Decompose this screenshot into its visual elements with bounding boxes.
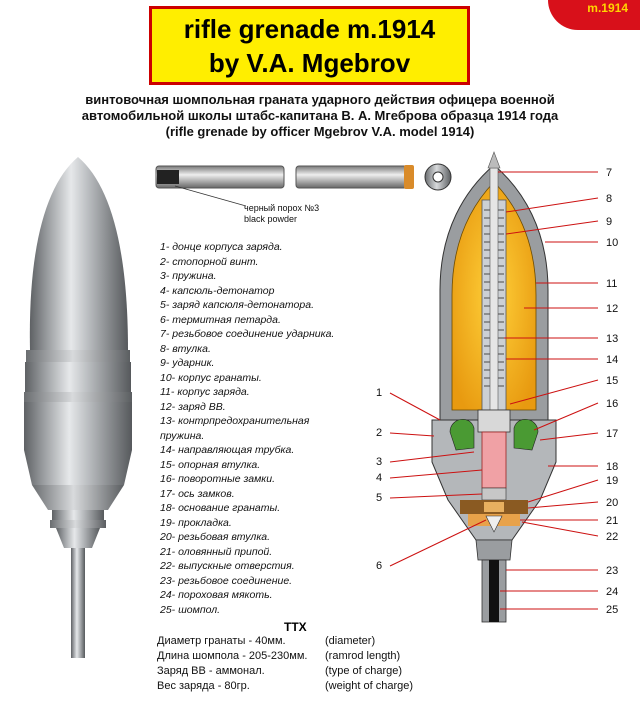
ttx-en: (type of charge) xyxy=(325,665,403,677)
corner-label: m.1914 xyxy=(587,1,628,15)
callout-3: 3 xyxy=(376,456,383,468)
legend-item: 14- направляющая трубка. xyxy=(160,444,295,456)
ttx-en: (ramrod length) xyxy=(325,650,401,662)
left-callout-numbers xyxy=(376,387,382,572)
legend-item: 10- корпус гранаты. xyxy=(160,371,262,384)
ttx-en: (diameter) xyxy=(325,635,376,647)
callout-13: 13 xyxy=(606,333,619,345)
legend-item: 7- резьбовое соединение ударника. xyxy=(160,328,335,340)
callout-19: 19 xyxy=(606,475,619,487)
callout-22: 22 xyxy=(606,531,619,543)
callout-24: 24 xyxy=(606,586,619,598)
subtitle-line: автомобильной школы штабс-капитана В. А. Мгеброва образца 1914 года xyxy=(81,108,559,123)
ramrod-detail xyxy=(156,164,451,206)
callout-5: 5 xyxy=(376,492,383,504)
legend-item: 22- выпускные отверстия. xyxy=(160,560,295,572)
legend-item: 21- оловянный припой. xyxy=(160,545,273,558)
title-line-1: rifle grenade m.1914 xyxy=(183,14,436,44)
ttx-ru: Диаметр гранаты - 40мм. xyxy=(157,635,286,647)
legend-item: 15- опорная втулка. xyxy=(160,458,261,471)
grenade-exterior-view xyxy=(24,157,132,658)
callout-18: 18 xyxy=(606,461,619,473)
ttx-en: (weight of charge) xyxy=(325,680,414,692)
ttx-title: ТТХ xyxy=(284,620,307,634)
subtitle-line: винтовочная шомпольная граната ударного действия офицера военной xyxy=(85,92,555,107)
callout-20: 20 xyxy=(606,497,619,509)
callout-9: 9 xyxy=(606,216,613,228)
callout-15: 15 xyxy=(606,375,619,387)
callout-17: 17 xyxy=(606,428,619,440)
legend-item: 20- резьбовая втулка. xyxy=(160,531,271,543)
callout-10: 10 xyxy=(606,237,619,249)
callout-11: 11 xyxy=(606,278,618,290)
ttx-ru: Длина шомпола - 205-230мм. xyxy=(157,650,308,662)
callout-2: 2 xyxy=(376,427,383,439)
powder-label-ru: черный порох №3 xyxy=(244,203,320,213)
legend-item: 18- основание гранаты. xyxy=(160,502,281,514)
callout-25: 25 xyxy=(606,604,619,616)
powder-label xyxy=(244,203,319,225)
legend-item: 16- поворотные замки. xyxy=(160,473,276,485)
ttx-ru: Вес заряда - 80гр. xyxy=(157,680,250,692)
callout-14: 14 xyxy=(606,354,619,366)
callout-7: 7 xyxy=(606,167,613,179)
callout-4: 4 xyxy=(376,472,383,484)
callout-6: 6 xyxy=(376,560,383,572)
legend-item: 2- стопорной винт. xyxy=(160,255,259,268)
callout-12: 12 xyxy=(606,303,619,315)
callout-23: 23 xyxy=(606,565,619,577)
legend-item: 12- заряд ВВ. xyxy=(160,400,226,413)
callout-1: 1 xyxy=(376,387,383,399)
legend-item: 4- капсюль-детонатор xyxy=(160,284,275,297)
legend-item: 1- донце корпуса заряда. xyxy=(160,241,283,253)
grenade-cross-section xyxy=(432,152,556,622)
legend-item: 13- контрпредохранительная xyxy=(160,415,310,427)
legend-item: 11- корпус заряда. xyxy=(160,386,250,398)
legend-item: 5- заряд капсюля-детонатора. xyxy=(160,299,314,311)
callout-16: 16 xyxy=(606,398,619,410)
legend-item: 17- ось замков. xyxy=(160,487,235,500)
legend-item: 3- пружина. xyxy=(160,270,217,282)
legend-item: 8- втулка. xyxy=(160,342,211,355)
legend-item: 19- прокладка. xyxy=(160,516,232,529)
legend-item: 6- термитная петарда. xyxy=(160,313,281,326)
right-callout-numbers xyxy=(606,167,618,616)
legend-item: 25- шомпол. xyxy=(160,603,221,616)
legend-item: 24- пороховая мякоть. xyxy=(160,589,273,601)
powder-label-en: black powder xyxy=(244,214,298,224)
ttx-ru: Заряд ВВ - аммонал. xyxy=(157,665,265,677)
callout-21: 21 xyxy=(606,515,619,527)
title-line-2: by V.A. Mgebrov xyxy=(208,48,411,78)
callout-8: 8 xyxy=(606,193,613,205)
legend-item: 23- резьбовое соединение. xyxy=(160,574,293,587)
parts-legend xyxy=(160,240,334,617)
legend-item: 9- ударник. xyxy=(160,357,215,369)
legend-item: пружина. xyxy=(160,429,205,442)
subtitle-line: (rifle grenade by officer Mgebrov V.A. model 1914) xyxy=(165,124,475,139)
